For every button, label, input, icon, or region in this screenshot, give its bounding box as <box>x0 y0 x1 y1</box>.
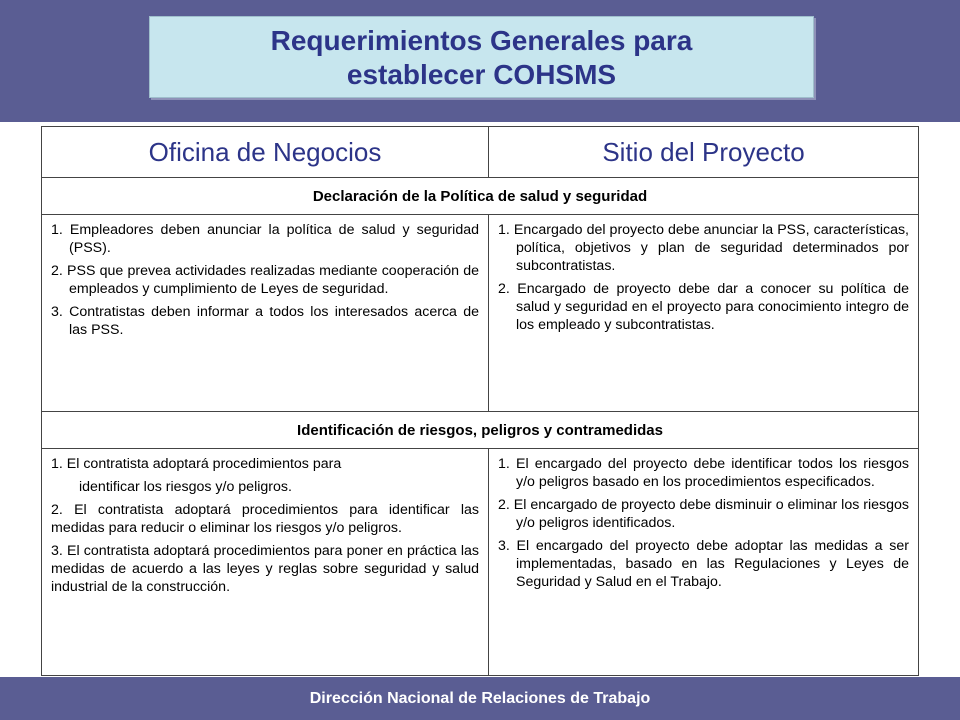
list-item: 3. El contratista adoptará procedimientos para poner en práctica las medidas de acuerdo a las leyes y reglas sobre seguridad y salud industrial de la construcción. <box>51 543 479 595</box>
cell-sitio-politica <box>489 215 919 412</box>
section-title-riesgos: Identificación de riesgos, peligros y contramedidas <box>42 412 919 449</box>
list-item: 2. PSS que prevea actividades realizadas mediante cooperación de empleados y cumplimiento de Leyes de seguridad. <box>51 263 479 297</box>
section-title-politica: Declaración de la Política de salud y seguridad <box>42 178 919 215</box>
list-item: 3. Contratistas deben informar a todos los interesados acerca de las PSS. <box>51 304 479 338</box>
title-line-1: Requerimientos Generales para <box>270 25 693 56</box>
list-item: 3. El encargado del proyecto debe adoptar las medidas a ser implementadas, basado en las Regulaciones y Leyes de Seguridad y Salud en el Trabajo. <box>498 538 909 590</box>
list-item: 1. Encargado del proyecto debe anunciar la PSS, características, política, objetivos y plan de seguridad determinados por subcontratistas. <box>498 222 909 274</box>
list-item: 2. Encargado de proyecto debe dar a conocer su política de salud y seguridad en el proyecto para conocimiento integro de los empleado y subcontratistas. <box>498 281 909 333</box>
header-row <box>42 127 919 178</box>
list-item: 1. El encargado del proyecto debe identificar todos los riesgos y/o peligros basado en los procedimientos especificados. <box>498 456 909 490</box>
col-header-sitio: Sitio del Proyecto <box>489 127 919 178</box>
list-item: 1. El contratista adoptará procedimientos para <box>51 456 342 472</box>
title-line-2: establecer COHSMS <box>346 59 617 90</box>
list-item: identificar los riesgos y/o peligros. <box>79 479 292 495</box>
cell-oficina-riesgos <box>42 449 489 676</box>
list-item: 1. Empleadores deben anunciar la política de salud y seguridad (PSS). <box>51 222 479 256</box>
content-row-riesgos <box>42 449 919 676</box>
section-row-riesgos <box>42 412 919 449</box>
col-header-oficina: Oficina de Negocios <box>42 127 489 178</box>
cell-sitio-riesgos <box>489 449 919 676</box>
list-item: 2. El encargado de proyecto debe disminuir o eliminar los riesgos y/o peligros identificados. <box>498 497 909 531</box>
section-row-politica <box>42 178 919 215</box>
requirements-table <box>41 126 919 676</box>
slide-title <box>149 16 814 98</box>
list-item: 2. El contratista adoptará procedimientos para identificar las medidas para reducir o eliminar los riesgos y/o peligros. <box>51 502 479 536</box>
content-row-politica <box>42 215 919 412</box>
cell-oficina-politica <box>42 215 489 412</box>
footer-organization: Dirección Nacional de Relaciones de Trabajo <box>0 677 960 720</box>
